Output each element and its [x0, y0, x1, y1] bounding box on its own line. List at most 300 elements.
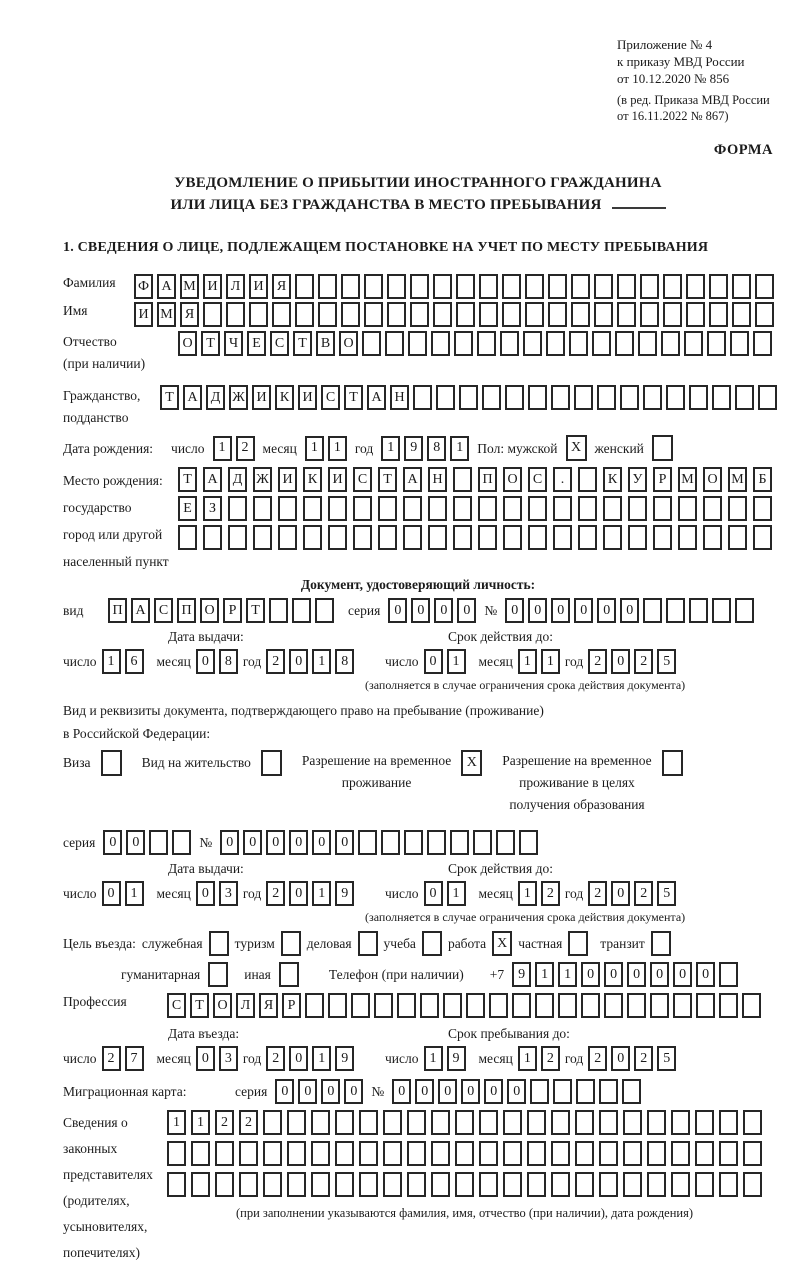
char-box[interactable] — [383, 1141, 402, 1166]
char-box[interactable] — [263, 1110, 282, 1135]
purpose-work-checkbox[interactable]: X — [492, 931, 512, 956]
char-box[interactable] — [628, 496, 647, 521]
char-box[interactable]: Р — [653, 467, 672, 492]
char-box[interactable] — [553, 525, 572, 550]
char-box[interactable] — [287, 1110, 306, 1135]
char-box[interactable]: 5 — [657, 1046, 676, 1071]
char-box[interactable] — [728, 496, 747, 521]
char-box[interactable]: Я — [259, 993, 278, 1018]
char-box[interactable]: 0 — [126, 830, 145, 855]
char-box[interactable] — [604, 993, 623, 1018]
char-box[interactable] — [525, 274, 544, 299]
char-box[interactable] — [592, 331, 611, 356]
char-box[interactable] — [478, 496, 497, 521]
char-box[interactable] — [548, 274, 567, 299]
char-box[interactable] — [528, 385, 547, 410]
char-box[interactable]: 0 — [574, 598, 593, 623]
char-box[interactable] — [755, 274, 774, 299]
char-box[interactable] — [712, 598, 731, 623]
char-box[interactable] — [709, 274, 728, 299]
char-box[interactable] — [712, 385, 731, 410]
char-box[interactable] — [431, 1172, 450, 1197]
char-box[interactable]: 5 — [657, 649, 676, 674]
char-box[interactable] — [428, 525, 447, 550]
visa-checkbox[interactable] — [101, 750, 122, 776]
char-box[interactable] — [551, 1172, 570, 1197]
char-box[interactable]: 3 — [219, 881, 238, 906]
char-box[interactable] — [358, 830, 377, 855]
char-box[interactable]: 0 — [597, 598, 616, 623]
char-box[interactable]: И — [249, 274, 268, 299]
char-box[interactable]: 7 — [125, 1046, 144, 1071]
char-box[interactable] — [408, 331, 427, 356]
char-box[interactable]: 1 — [312, 649, 331, 674]
char-box[interactable] — [433, 302, 452, 327]
char-box[interactable]: 0 — [388, 598, 407, 623]
char-box[interactable]: Ф — [134, 274, 153, 299]
char-box[interactable] — [385, 331, 404, 356]
char-box[interactable]: С — [167, 993, 186, 1018]
char-box[interactable] — [758, 385, 777, 410]
char-box[interactable] — [454, 331, 473, 356]
char-box[interactable]: В — [316, 331, 335, 356]
char-box[interactable]: 0 — [321, 1079, 340, 1104]
char-box[interactable] — [410, 274, 429, 299]
char-box[interactable] — [335, 1141, 354, 1166]
char-box[interactable] — [695, 1172, 714, 1197]
purpose-other-checkbox[interactable] — [279, 962, 299, 987]
char-box[interactable] — [753, 496, 772, 521]
char-box[interactable] — [503, 496, 522, 521]
char-box[interactable]: Т — [201, 331, 220, 356]
char-box[interactable] — [735, 598, 754, 623]
char-box[interactable] — [503, 1141, 522, 1166]
char-box[interactable] — [525, 302, 544, 327]
char-box[interactable] — [378, 525, 397, 550]
char-box[interactable]: И — [203, 274, 222, 299]
char-box[interactable] — [459, 385, 478, 410]
char-box[interactable] — [278, 496, 297, 521]
char-box[interactable] — [647, 1110, 666, 1135]
char-box[interactable]: 1 — [125, 881, 144, 906]
char-box[interactable] — [378, 496, 397, 521]
char-box[interactable] — [743, 1172, 762, 1197]
char-box[interactable] — [278, 525, 297, 550]
char-box[interactable] — [431, 1141, 450, 1166]
char-box[interactable] — [502, 302, 521, 327]
char-box[interactable] — [548, 302, 567, 327]
purpose-business-checkbox[interactable] — [358, 931, 378, 956]
char-box[interactable] — [671, 1110, 690, 1135]
char-box[interactable] — [695, 1141, 714, 1166]
char-box[interactable] — [620, 385, 639, 410]
char-box[interactable] — [466, 993, 485, 1018]
char-box[interactable] — [239, 1141, 258, 1166]
char-box[interactable]: 0 — [103, 830, 122, 855]
char-box[interactable] — [742, 993, 761, 1018]
char-box[interactable] — [666, 598, 685, 623]
char-box[interactable]: 0 — [507, 1079, 526, 1104]
char-box[interactable] — [383, 1110, 402, 1135]
char-box[interactable]: 0 — [344, 1079, 363, 1104]
char-box[interactable]: 0 — [673, 962, 692, 987]
char-box[interactable]: 0 — [289, 1046, 308, 1071]
char-box[interactable] — [527, 1172, 546, 1197]
purpose-study-checkbox[interactable] — [422, 931, 442, 956]
char-box[interactable] — [686, 274, 705, 299]
char-box[interactable] — [686, 302, 705, 327]
char-box[interactable]: 1 — [305, 436, 324, 461]
char-box[interactable]: М — [180, 274, 199, 299]
char-box[interactable]: 8 — [427, 436, 446, 461]
char-box[interactable] — [617, 274, 636, 299]
char-box[interactable]: 8 — [335, 649, 354, 674]
char-box[interactable] — [328, 496, 347, 521]
char-box[interactable] — [455, 1172, 474, 1197]
sex-female-checkbox[interactable] — [652, 435, 673, 461]
char-box[interactable]: А — [203, 467, 222, 492]
char-box[interactable]: 0 — [298, 1079, 317, 1104]
char-box[interactable] — [455, 1110, 474, 1135]
char-box[interactable]: Е — [247, 331, 266, 356]
char-box[interactable] — [719, 1110, 738, 1135]
char-box[interactable]: Р — [223, 598, 242, 623]
char-box[interactable] — [502, 274, 521, 299]
char-box[interactable]: 0 — [484, 1079, 503, 1104]
char-box[interactable]: 0 — [424, 881, 443, 906]
char-box[interactable]: Т — [190, 993, 209, 1018]
char-box[interactable]: З — [203, 496, 222, 521]
char-box[interactable]: 1 — [518, 881, 537, 906]
char-box[interactable] — [287, 1141, 306, 1166]
char-box[interactable] — [295, 302, 314, 327]
char-box[interactable] — [149, 830, 168, 855]
char-box[interactable] — [650, 993, 669, 1018]
temp-residence-checkbox[interactable]: X — [461, 750, 482, 776]
char-box[interactable] — [576, 1079, 595, 1104]
char-box[interactable]: 8 — [219, 649, 238, 674]
char-box[interactable] — [594, 302, 613, 327]
char-box[interactable]: 0 — [243, 830, 262, 855]
char-box[interactable]: 1 — [447, 881, 466, 906]
char-box[interactable]: Р — [282, 993, 301, 1018]
char-box[interactable] — [453, 467, 472, 492]
char-box[interactable]: 0 — [604, 962, 623, 987]
char-box[interactable]: Т — [378, 467, 397, 492]
char-box[interactable] — [456, 274, 475, 299]
char-box[interactable]: 9 — [512, 962, 531, 987]
char-box[interactable] — [328, 525, 347, 550]
char-box[interactable]: 0 — [611, 881, 630, 906]
char-box[interactable]: 0 — [620, 598, 639, 623]
char-box[interactable] — [661, 331, 680, 356]
char-box[interactable] — [443, 993, 462, 1018]
char-box[interactable]: И — [134, 302, 153, 327]
char-box[interactable] — [455, 1141, 474, 1166]
char-box[interactable] — [479, 1141, 498, 1166]
char-box[interactable] — [364, 274, 383, 299]
char-box[interactable] — [436, 385, 455, 410]
char-box[interactable] — [753, 525, 772, 550]
char-box[interactable]: 0 — [196, 1046, 215, 1071]
char-box[interactable]: С — [321, 385, 340, 410]
char-box[interactable] — [359, 1172, 378, 1197]
char-box[interactable] — [597, 385, 616, 410]
char-box[interactable] — [551, 1141, 570, 1166]
char-box[interactable] — [653, 525, 672, 550]
char-box[interactable] — [735, 385, 754, 410]
char-box[interactable] — [249, 302, 268, 327]
char-box[interactable]: 0 — [289, 649, 308, 674]
char-box[interactable]: С — [154, 598, 173, 623]
char-box[interactable] — [684, 331, 703, 356]
char-box[interactable]: 0 — [611, 649, 630, 674]
char-box[interactable] — [496, 830, 515, 855]
char-box[interactable]: 0 — [461, 1079, 480, 1104]
char-box[interactable]: 1 — [312, 881, 331, 906]
char-box[interactable] — [482, 385, 501, 410]
char-box[interactable]: 2 — [215, 1110, 234, 1135]
char-box[interactable]: А — [367, 385, 386, 410]
char-box[interactable] — [253, 496, 272, 521]
char-box[interactable] — [341, 302, 360, 327]
char-box[interactable] — [228, 525, 247, 550]
char-box[interactable]: 0 — [392, 1079, 411, 1104]
char-box[interactable] — [623, 1172, 642, 1197]
char-box[interactable] — [519, 830, 538, 855]
char-box[interactable] — [374, 993, 393, 1018]
char-box[interactable]: Т — [246, 598, 265, 623]
char-box[interactable]: 9 — [447, 1046, 466, 1071]
char-box[interactable]: О — [503, 467, 522, 492]
char-box[interactable]: К — [275, 385, 294, 410]
char-box[interactable] — [407, 1172, 426, 1197]
char-box[interactable] — [503, 1110, 522, 1135]
char-box[interactable] — [295, 274, 314, 299]
char-box[interactable] — [523, 331, 542, 356]
char-box[interactable]: 5 — [657, 881, 676, 906]
char-box[interactable] — [453, 525, 472, 550]
char-box[interactable] — [328, 993, 347, 1018]
char-box[interactable] — [407, 1141, 426, 1166]
char-box[interactable]: У — [628, 467, 647, 492]
char-box[interactable]: 1 — [424, 1046, 443, 1071]
char-box[interactable] — [696, 993, 715, 1018]
char-box[interactable] — [755, 302, 774, 327]
char-box[interactable]: К — [603, 467, 622, 492]
char-box[interactable]: Ч — [224, 331, 243, 356]
char-box[interactable]: 2 — [634, 649, 653, 674]
char-box[interactable] — [315, 598, 334, 623]
char-box[interactable] — [678, 525, 697, 550]
char-box[interactable] — [732, 302, 751, 327]
char-box[interactable] — [362, 331, 381, 356]
char-box[interactable] — [617, 302, 636, 327]
char-box[interactable] — [335, 1110, 354, 1135]
char-box[interactable] — [578, 525, 597, 550]
char-box[interactable] — [311, 1110, 330, 1135]
char-box[interactable] — [546, 331, 565, 356]
char-box[interactable]: 0 — [102, 881, 121, 906]
char-box[interactable] — [671, 1172, 690, 1197]
char-box[interactable] — [574, 385, 593, 410]
char-box[interactable] — [477, 331, 496, 356]
char-box[interactable]: Т — [178, 467, 197, 492]
char-box[interactable] — [410, 302, 429, 327]
purpose-humanitarian-checkbox[interactable] — [208, 962, 228, 987]
temp-residence-edu-checkbox[interactable] — [662, 750, 683, 776]
char-box[interactable] — [643, 385, 662, 410]
char-box[interactable] — [512, 993, 531, 1018]
char-box[interactable] — [553, 1079, 572, 1104]
char-box[interactable] — [671, 1141, 690, 1166]
char-box[interactable] — [673, 993, 692, 1018]
char-box[interactable] — [578, 467, 597, 492]
char-box[interactable] — [640, 274, 659, 299]
char-box[interactable]: 0 — [424, 649, 443, 674]
char-box[interactable] — [578, 496, 597, 521]
char-box[interactable]: 0 — [196, 881, 215, 906]
char-box[interactable]: Т — [344, 385, 363, 410]
char-box[interactable] — [615, 331, 634, 356]
char-box[interactable] — [397, 993, 416, 1018]
char-box[interactable] — [453, 496, 472, 521]
char-box[interactable]: А — [131, 598, 150, 623]
char-box[interactable] — [433, 274, 452, 299]
char-box[interactable]: 0 — [289, 881, 308, 906]
char-box[interactable] — [663, 302, 682, 327]
char-box[interactable] — [719, 993, 738, 1018]
char-box[interactable] — [628, 525, 647, 550]
char-box[interactable] — [703, 525, 722, 550]
char-box[interactable]: Ж — [253, 467, 272, 492]
char-box[interactable] — [707, 331, 726, 356]
char-box[interactable] — [387, 302, 406, 327]
char-box[interactable] — [678, 496, 697, 521]
char-box[interactable] — [719, 1172, 738, 1197]
char-box[interactable] — [599, 1110, 618, 1135]
char-box[interactable]: 2 — [541, 1046, 560, 1071]
char-box[interactable] — [318, 302, 337, 327]
char-box[interactable] — [663, 274, 682, 299]
char-box[interactable]: И — [278, 467, 297, 492]
char-box[interactable] — [479, 1172, 498, 1197]
char-box[interactable] — [269, 598, 288, 623]
char-box[interactable]: 2 — [634, 881, 653, 906]
char-box[interactable]: 2 — [239, 1110, 258, 1135]
char-box[interactable] — [263, 1172, 282, 1197]
char-box[interactable]: 2 — [266, 649, 285, 674]
char-box[interactable]: Л — [226, 274, 245, 299]
char-box[interactable] — [558, 993, 577, 1018]
char-box[interactable]: 2 — [588, 649, 607, 674]
char-box[interactable] — [303, 525, 322, 550]
char-box[interactable] — [403, 496, 422, 521]
char-box[interactable] — [551, 385, 570, 410]
char-box[interactable] — [292, 598, 311, 623]
char-box[interactable]: С — [528, 467, 547, 492]
char-box[interactable]: О — [213, 993, 232, 1018]
char-box[interactable]: 0 — [505, 598, 524, 623]
char-box[interactable] — [253, 525, 272, 550]
char-box[interactable]: П — [108, 598, 127, 623]
char-box[interactable] — [478, 525, 497, 550]
char-box[interactable] — [351, 993, 370, 1018]
char-box[interactable] — [272, 302, 291, 327]
char-box[interactable] — [575, 1141, 594, 1166]
char-box[interactable]: Т — [293, 331, 312, 356]
char-box[interactable] — [239, 1172, 258, 1197]
char-box[interactable] — [427, 830, 446, 855]
char-box[interactable]: 0 — [528, 598, 547, 623]
char-box[interactable] — [191, 1141, 210, 1166]
purpose-transit-checkbox[interactable] — [651, 931, 671, 956]
char-box[interactable]: 9 — [404, 436, 423, 461]
char-box[interactable] — [479, 302, 498, 327]
char-box[interactable] — [594, 274, 613, 299]
purpose-official-checkbox[interactable] — [209, 931, 229, 956]
char-box[interactable]: 2 — [588, 881, 607, 906]
char-box[interactable] — [689, 598, 708, 623]
char-box[interactable] — [431, 1110, 450, 1135]
char-box[interactable] — [627, 993, 646, 1018]
char-box[interactable]: 2 — [588, 1046, 607, 1071]
char-box[interactable] — [353, 496, 372, 521]
char-box[interactable]: 0 — [551, 598, 570, 623]
char-box[interactable]: О — [339, 331, 358, 356]
char-box[interactable] — [167, 1172, 186, 1197]
char-box[interactable] — [215, 1172, 234, 1197]
char-box[interactable]: С — [353, 467, 372, 492]
char-box[interactable] — [473, 830, 492, 855]
char-box[interactable] — [743, 1141, 762, 1166]
char-box[interactable] — [387, 274, 406, 299]
char-box[interactable]: Е — [178, 496, 197, 521]
char-box[interactable]: 1 — [447, 649, 466, 674]
char-box[interactable] — [719, 962, 738, 987]
char-box[interactable] — [643, 598, 662, 623]
char-box[interactable] — [413, 385, 432, 410]
char-box[interactable]: Л — [236, 993, 255, 1018]
char-box[interactable] — [553, 496, 572, 521]
char-box[interactable] — [571, 302, 590, 327]
char-box[interactable]: 1 — [167, 1110, 186, 1135]
char-box[interactable]: И — [298, 385, 317, 410]
char-box[interactable] — [203, 525, 222, 550]
char-box[interactable] — [479, 1110, 498, 1135]
char-box[interactable] — [753, 331, 772, 356]
char-box[interactable] — [623, 1110, 642, 1135]
char-box[interactable]: 0 — [266, 830, 285, 855]
char-box[interactable]: 0 — [220, 830, 239, 855]
char-box[interactable]: К — [303, 467, 322, 492]
char-box[interactable] — [703, 496, 722, 521]
char-box[interactable]: 0 — [457, 598, 476, 623]
char-box[interactable]: И — [252, 385, 271, 410]
char-box[interactable] — [638, 331, 657, 356]
char-box[interactable] — [743, 1110, 762, 1135]
char-box[interactable]: 0 — [335, 830, 354, 855]
char-box[interactable] — [335, 1172, 354, 1197]
char-box[interactable]: О — [178, 331, 197, 356]
char-box[interactable] — [287, 1172, 306, 1197]
char-box[interactable] — [505, 385, 524, 410]
char-box[interactable]: О — [703, 467, 722, 492]
char-box[interactable] — [689, 385, 708, 410]
purpose-tourism-checkbox[interactable] — [281, 931, 301, 956]
char-box[interactable]: Б — [753, 467, 772, 492]
char-box[interactable]: 1 — [541, 649, 560, 674]
